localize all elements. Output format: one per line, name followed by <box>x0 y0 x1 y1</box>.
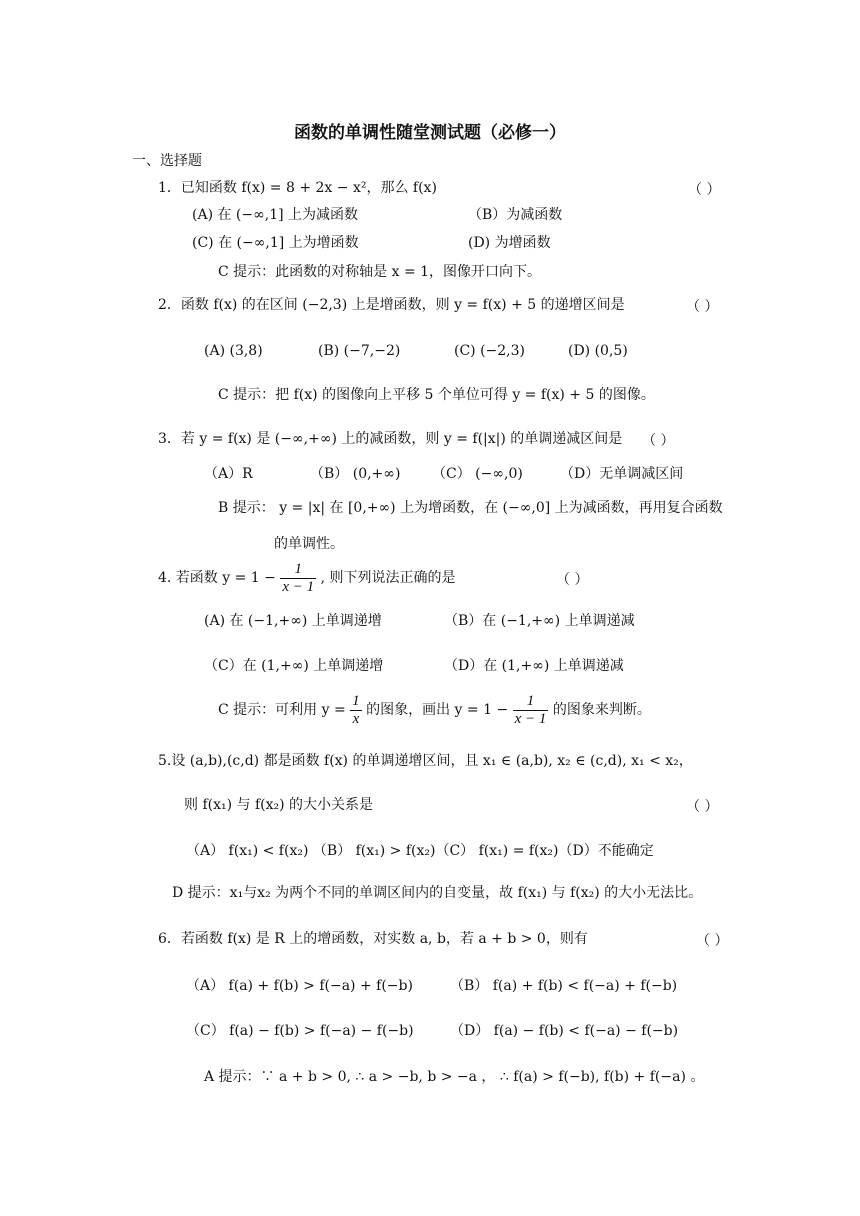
question-6-option-b: （B） f(a) + f(b) < f(−a) + f(−b) <box>450 978 678 994</box>
question-6-option-a: （A） f(a) + f(b) > f(−a) + f(−b) <box>186 978 413 994</box>
question-5-stem-line-2: 则 f(x₁) 与 f(x₂) 的大小关系是 <box>184 797 374 813</box>
question-4-option-c: （C）在 (1,+∞) 上单调递增 <box>204 658 384 674</box>
question-1-option-a: (A) 在 (−∞,1] 上为减函数 <box>192 207 359 223</box>
question-4-fraction <box>280 561 316 596</box>
section-heading: 一、选择题 <box>132 153 202 169</box>
fraction-numerator: 1 <box>280 561 316 579</box>
question-4-hint <box>218 690 651 730</box>
question-3-option-c: （C） (−∞,0) <box>432 466 523 482</box>
question-2-hint: C 提示：把 f(x) 的图像向上平移 5 个单位可得 y = f(x) + 5 的图像。 <box>218 387 655 403</box>
question-5-hint: D 提示：x₁与x₂ 为两个不同的单调区间内的自变量，故 f(x₁) 与 f(x₂) 的大小无法比。 <box>172 885 703 901</box>
question-2-option-b: (B) (−7,−2) <box>318 343 401 359</box>
fraction-denominator: x <box>352 710 360 727</box>
fraction-numerator: 1 <box>513 693 549 711</box>
question-3-option-b: （B） (0,+∞) <box>310 466 401 482</box>
question-4-option-a: (A) 在 (−1,+∞) 上单调递增 <box>204 613 382 629</box>
question-3-stem: 3．若 y = f(x) 是 (−∞,+∞) 上的减函数，则 y = f(|x|) 的单调递减区间是 <box>158 431 623 447</box>
question-5-answer-blank: （ ） <box>686 799 719 815</box>
question-3-option-d: （D）无单调减区间 <box>560 466 684 482</box>
question-1-hint: C 提示：此函数的对称轴是 x = 1，图像开口向下。 <box>218 264 542 280</box>
question-3-option-a: （A）R <box>204 466 253 482</box>
question-4-option-d: （D）在 (1,+∞) 上单调递减 <box>444 658 624 674</box>
hint-fraction-1 <box>350 693 362 728</box>
question-4-stem-suffix: , 则下列说法正确的是 <box>320 570 456 586</box>
question-6-hint: A 提示：∵ a + b > 0, ∴ a > −b, b > −a ， ∴ f(a) > f(−b), f(b) + f(−a) 。 <box>204 1069 705 1085</box>
question-4-answer-blank: （ ） <box>556 572 589 588</box>
question-4-hint-middle: 的图象，画出 y = 1 − <box>366 702 509 718</box>
question-3-hint-line-1: B 提示： y = |x| 在 [0,+∞) 上为增函数，在 (−∞,0] 上为减函数，再用复合函数 <box>218 500 723 516</box>
question-1-option-d: (D) 为增函数 <box>468 235 551 251</box>
question-6-option-d: （D） f(a) − f(b) < f(−a) − f(−b) <box>450 1023 679 1039</box>
question-6-option-c: （C） f(a) − f(b) > f(−a) − f(−b) <box>186 1023 414 1039</box>
question-2-stem: 2．函数 f(x) 的在区间 (−2,3) 上是增函数，则 y = f(x) + 5 的递增区间是 <box>158 297 625 313</box>
question-1-option-b: （B）为减函数 <box>468 207 563 223</box>
question-2-option-d: (D) (0,5) <box>568 343 628 359</box>
question-4-option-b: （B）在 (−1,+∞) 上单调递减 <box>444 613 635 629</box>
question-1-stem: 1．已知函数 f(x) = 8 + 2x − x²，那么 f(x) <box>158 180 437 196</box>
question-2-option-c: (C) (−2,3) <box>454 343 526 359</box>
page-title: 函数的单调性随堂测试题（必修一） <box>294 123 566 143</box>
question-2-answer-blank: （ ） <box>686 299 719 315</box>
question-6-stem: 6．若函数 f(x) 是 R 上的增函数，对实数 a, b，若 a + b > 0，则有 <box>158 931 588 947</box>
question-4-stem <box>158 558 455 598</box>
question-5-stem-line-1: 5.设 (a,b),(c,d) 都是函数 f(x) 的单调递增区间，且 x₁ ∈ (a,b), x₂ ∈ (c,d), x₁ < x₂， <box>158 753 693 769</box>
fraction-numerator: 1 <box>352 692 360 709</box>
question-4-hint-prefix: C 提示：可利用 y = <box>218 702 346 718</box>
hint-fraction-2 <box>513 693 549 728</box>
question-3-hint-line-2: 的单调性。 <box>274 536 344 552</box>
question-3-answer-blank: （ ） <box>642 433 675 449</box>
fraction-denominator: x − 1 <box>282 578 315 595</box>
question-4-hint-suffix: 的图象来判断。 <box>552 702 651 718</box>
question-5-options: （A） f(x₁) < f(x₂) （B） f(x₁) > f(x₂)（C） f(x₁) = f(x₂)（D）不能确定 <box>186 843 654 859</box>
question-1-option-c: (C) 在 (−∞,1] 上为增函数 <box>192 235 359 251</box>
fraction-denominator: x − 1 <box>514 710 547 727</box>
question-4-stem-prefix: 4. 若函数 y = 1 − <box>158 570 276 586</box>
question-1-answer-blank: （ ） <box>688 182 721 198</box>
question-6-answer-blank: （ ） <box>696 933 729 949</box>
question-2-option-a: (A) (3,8) <box>204 343 263 359</box>
